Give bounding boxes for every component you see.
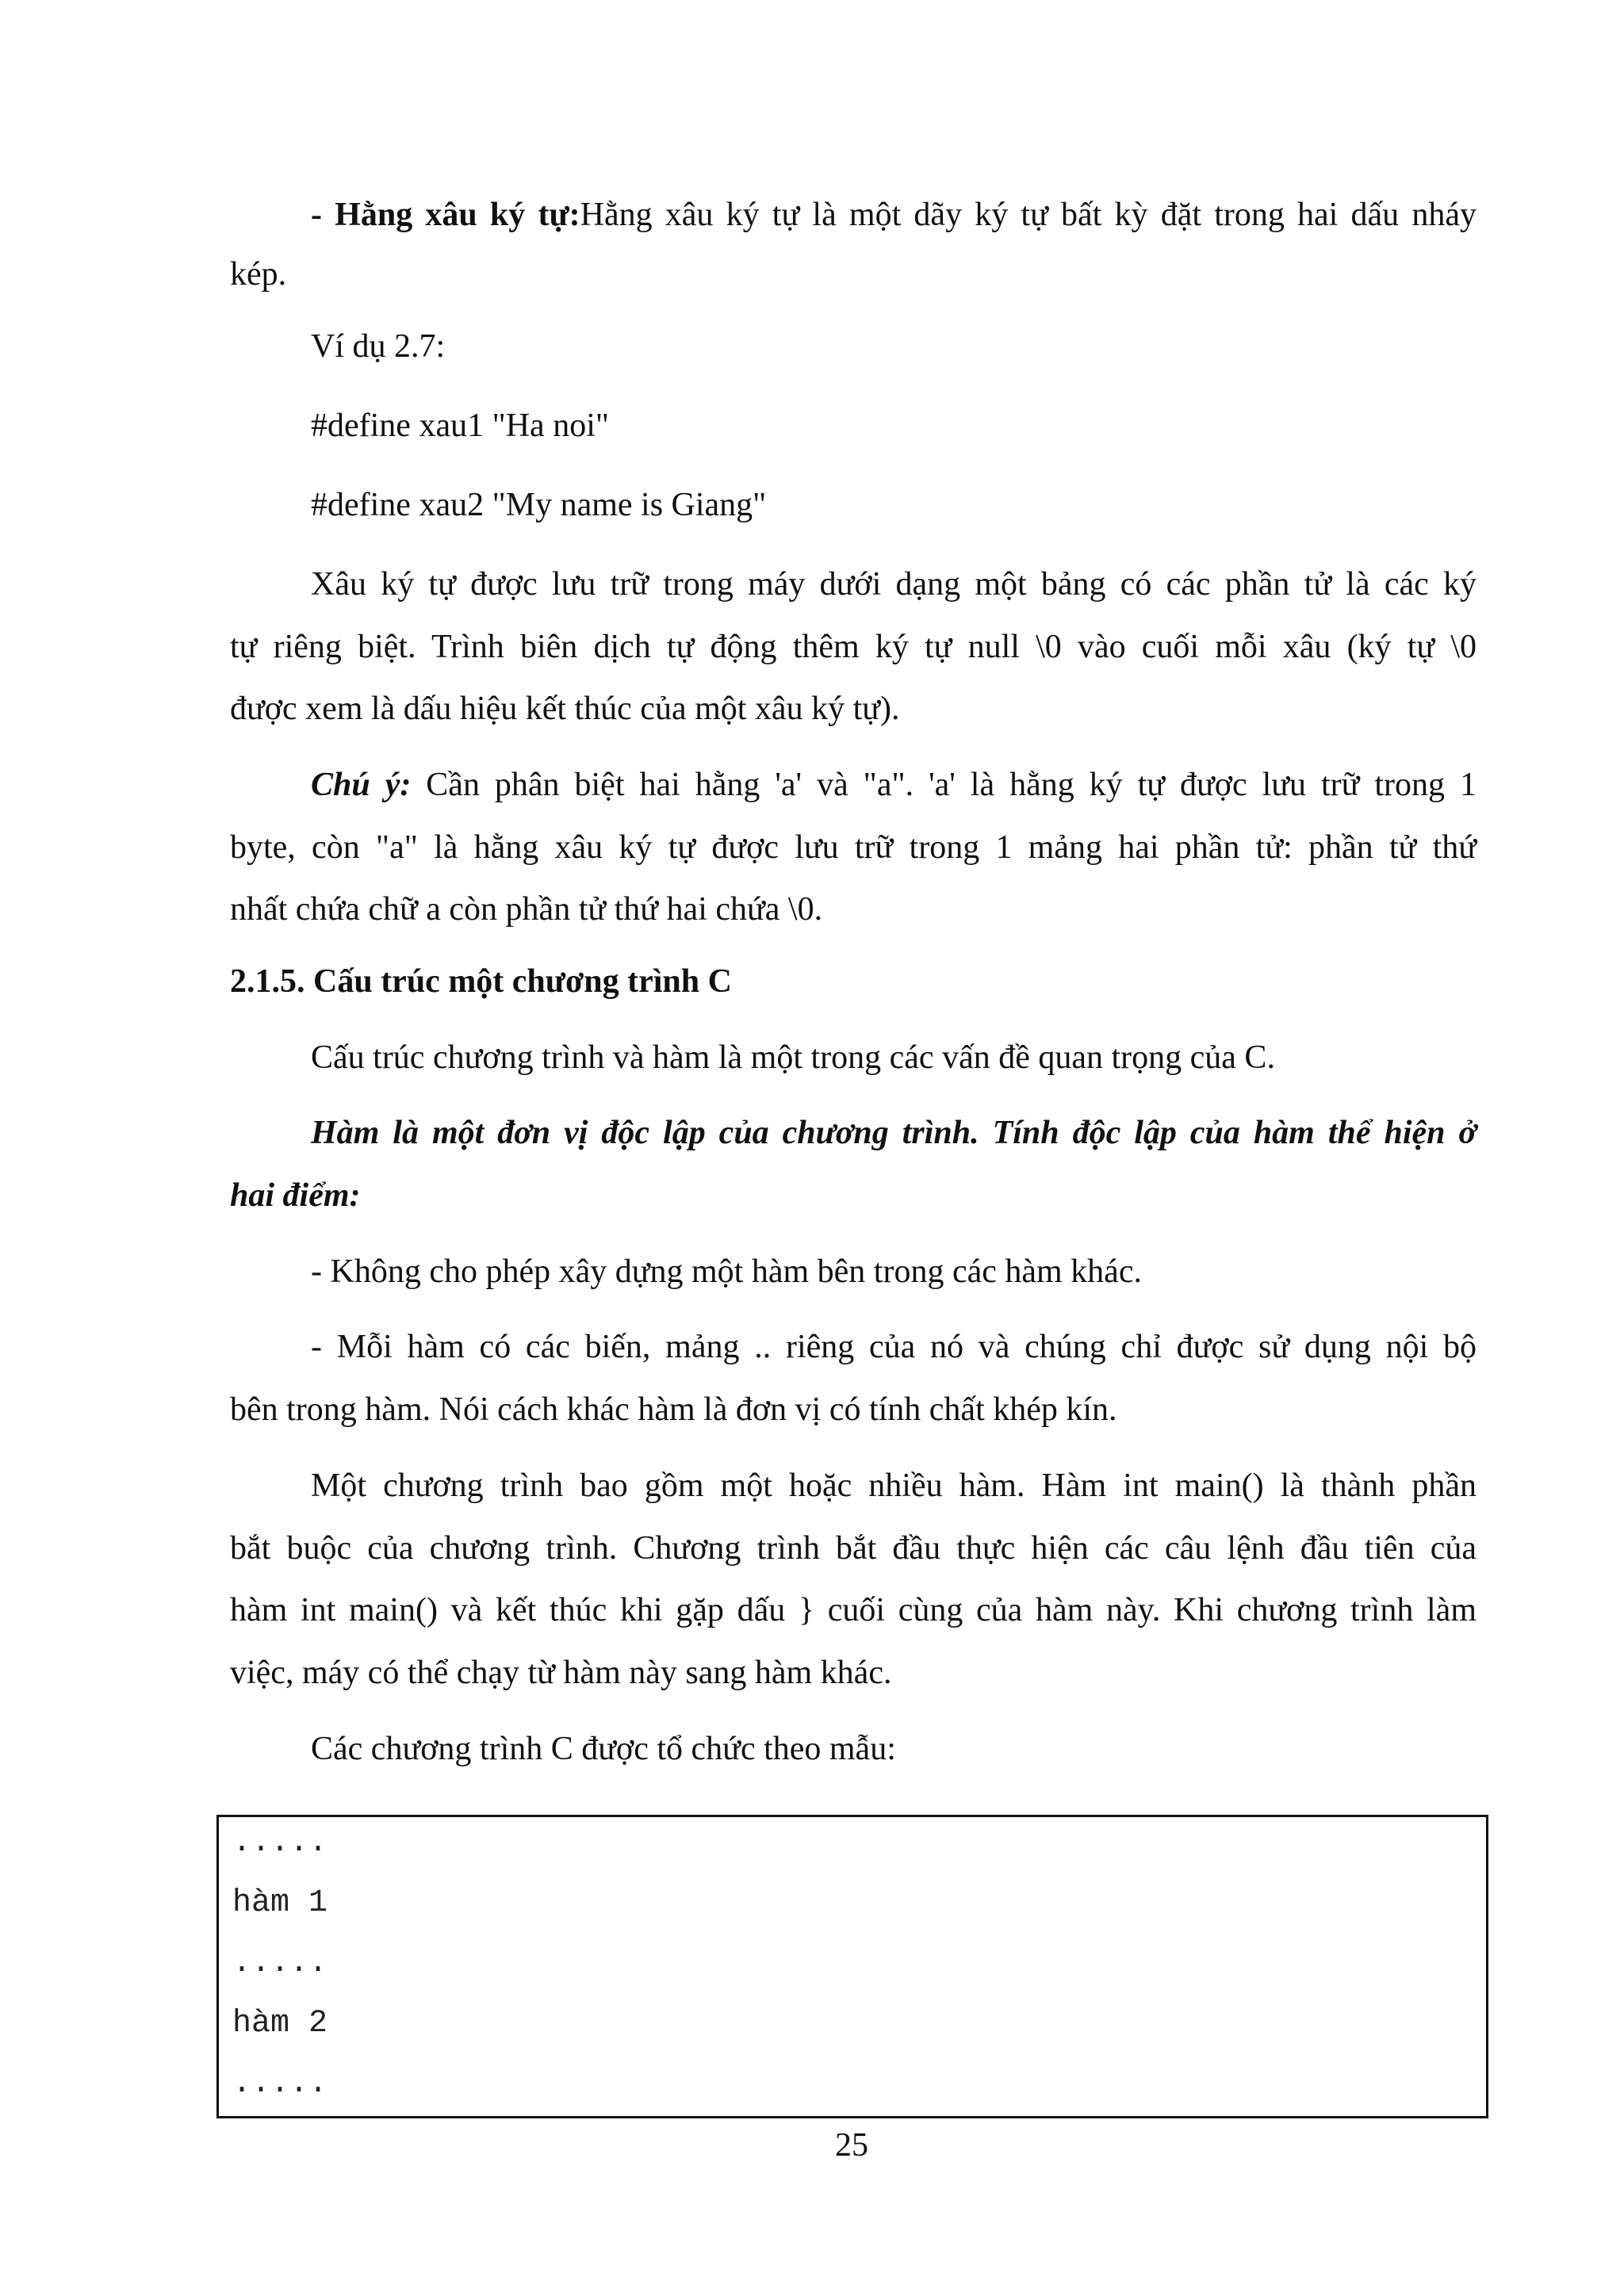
example-title: Ví dụ 2.7: <box>311 328 446 365</box>
note-text: Cần phân biệt hai hằng 'a' và "a". 'a' là hằng ký tự được lưu trữ trong 1 <box>426 767 1477 803</box>
storage-paragraph-line-3: được xem là dấu hiệu kết thúc của một xâu ký tự). <box>230 691 900 727</box>
emphasis-line-1: Hàm là một đơn vị độc lập của chương trình. Tính độc lập của hàm thể hiện ở <box>311 1115 1477 1151</box>
storage-paragraph-line-2: tự riêng biệt. Trình biên dịch tự động thêm ký tự null \0 vào cuối mỗi xâu (ký tự \0 <box>230 629 1477 665</box>
note-paragraph-line-2: byte, còn "a" là hằng xâu ký tự được lưu trữ trong 1 mảng hai phần tử: phần tử thứ <box>230 829 1477 866</box>
page-number: 25 <box>835 2127 868 2164</box>
template-line-4: hàm 2 <box>232 2006 328 2042</box>
note-paragraph-line-1 <box>311 763 1477 807</box>
main-paragraph-line-3: hàm int main() và kết thúc khi gặp dấu } cuối cùng của hàm này. Khi chương trình làm <box>230 1592 1477 1628</box>
template-line-5: ..... <box>232 2066 328 2102</box>
bullet-2-line-2: bên trong hàm. Nói cách khác hàm là đơn vị có tính chất khép kín. <box>230 1391 1117 1428</box>
main-paragraph-line-4: việc, máy có thể chạy từ hàm này sang hàm khác. <box>230 1655 892 1691</box>
bullet-1: - Không cho phép xây dựng một hàm bên trong các hàm khác. <box>311 1253 1142 1290</box>
storage-paragraph-line-1: Xâu ký tự được lưu trữ trong máy dưới dạng một bảng có các phần tử là các ký <box>311 566 1477 603</box>
bullet-2-line-1: - Mỗi hàm có các biến, mảng .. riêng của nó và chúng chỉ được sử dụng nội bộ <box>311 1329 1477 1365</box>
section-intro: Cấu trúc chương trình và hàm là một trong các vấn đề quan trọng của C. <box>311 1039 1275 1076</box>
string-const-paragraph-line-1 <box>311 193 1477 237</box>
section-heading: 2.1.5. Cấu trúc một chương trình C <box>230 963 732 1000</box>
template-intro: Các chương trình C được tổ chức theo mẫu: <box>311 1731 896 1767</box>
template-line-2: hàm 1 <box>232 1885 328 1921</box>
example-code-line-2: #define xau2 "My name is Giang" <box>311 487 767 523</box>
main-paragraph-line-2: bắt buộc của chương trình. Chương trình bắt đầu thực hiện các câu lệnh đầu tiên của <box>230 1530 1477 1567</box>
string-const-label: - Hằng xâu ký tự: <box>311 197 580 233</box>
note-label: Chú ý: <box>311 767 412 803</box>
string-const-paragraph-line-2: kép. <box>230 256 287 293</box>
main-paragraph-line-1: Một chương trình bao gồm một hoặc nhiều hàm. Hàm int main() là thành phần <box>311 1468 1477 1504</box>
string-const-text: Hằng xâu ký tự là một dãy ký tự bất kỳ đặt trong hai dấu nháy <box>580 197 1477 233</box>
emphasis-line-2: hai điểm: <box>230 1177 361 1214</box>
note-paragraph-line-3: nhất chứa chữ a còn phần tử thứ hai chứa \0. <box>230 891 823 928</box>
program-template-box <box>216 1815 1488 2118</box>
example-code-line-1: #define xau1 "Ha noi" <box>311 408 610 444</box>
template-line-1: ..... <box>232 1825 328 1861</box>
template-line-3: ..... <box>232 1946 328 1981</box>
